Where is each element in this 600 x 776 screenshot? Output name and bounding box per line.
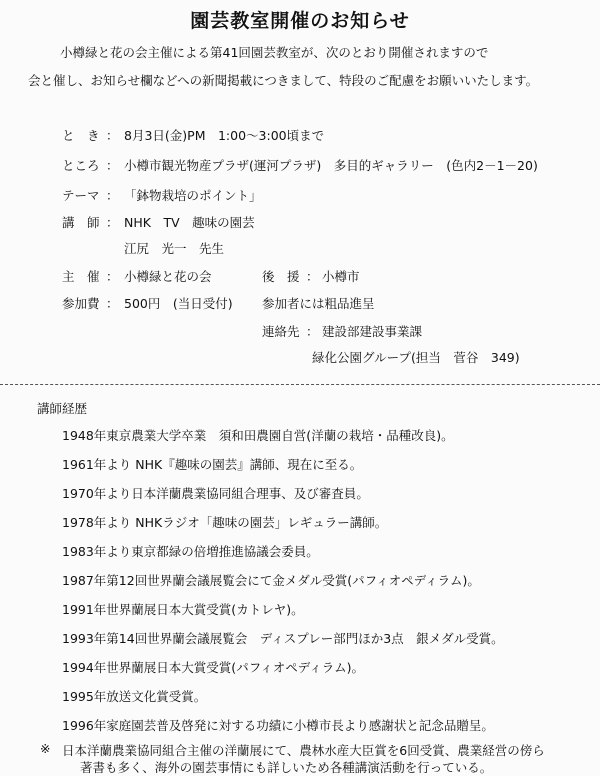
contact-colon: ：: [306, 324, 319, 339]
history-item: 1996年家庭園芸普及啓発に対する功績に小樽市長より感謝状と記念品贈呈。: [62, 718, 494, 733]
lecturer-colon: ：: [106, 215, 119, 230]
fee-note: 参加者には粗品進呈: [262, 296, 375, 311]
history-item: 1995年放送文化賞受賞。: [62, 689, 207, 704]
page-title: 園芸教室開催のお知らせ: [190, 10, 410, 32]
history-item: 1970年より日本洋蘭農業協同組合理事、及び審査員。: [62, 486, 369, 501]
support-value: 小樽市: [322, 269, 360, 284]
note-line-1: 日本洋蘭農業協同組合主催の洋蘭展にて、農林水産大臣賞を6回受賞、農業経営の傍ら: [62, 743, 545, 758]
history-item: 1978年より NHKラジオ「趣味の園芸」レギュラー講師。: [62, 515, 388, 530]
fee-label: 参加費: [62, 296, 100, 311]
contact-label: 連絡先: [262, 324, 300, 339]
lecturer-label: 講 師: [62, 215, 100, 230]
history-item: 1983年より東京都緑の倍増推進協議会委員。: [62, 544, 319, 559]
fee-value: 500円 (当日受付): [124, 296, 233, 311]
contact-value: 建設部建設事業課: [322, 324, 423, 339]
place-label: ところ: [62, 158, 100, 173]
history-heading: 講師経歴: [37, 401, 88, 416]
support-colon: ：: [306, 269, 319, 284]
history-item: 1948年東京農業大学卒業 須和田農園自営(洋蘭の栽培・品種改良)。: [62, 428, 454, 443]
date-label: と き: [62, 128, 100, 143]
contact-detail: 緑化公園グループ(担当 菅谷 349): [312, 350, 520, 365]
intro-line-2: 会と催し、お知らせ欄などへの新聞掲載につきまして、特段のご配慮をお願いいたします。: [28, 73, 539, 88]
support-label: 後 援: [262, 269, 300, 284]
place-value: 小樽市観光物産プラザ(運河プラザ) 多目的ギャラリー (色内2－1－20): [124, 158, 538, 173]
place-colon: ：: [106, 158, 119, 173]
intro-line-1: 小樽緑と花の会主催による第41回園芸教室が、次のとおり開催されますので: [60, 45, 489, 60]
date-value: 8月3日(金)PM 1:00～3:00頃まで: [124, 128, 325, 143]
organizer-colon: ：: [106, 269, 119, 284]
theme-label: テーマ: [62, 188, 100, 203]
history-item: 1987年第12回世界蘭会議展覧会にて金メダル受賞(パフィオペディラム)。: [62, 573, 480, 588]
history-item: 1993年第14回世界蘭会議展覧会 ディスプレー部門ほか3点 銀メダル受賞。: [62, 631, 504, 646]
date-colon: ：: [106, 128, 119, 143]
history-item: 1991年世界蘭展日本大賞受賞(カトレヤ)。: [62, 602, 304, 617]
lecturer-name: 江尻 光一 先生: [124, 241, 225, 256]
organizer-label: 主 催: [62, 269, 100, 284]
theme-value: 「鉢物栽培のポイント」: [124, 188, 262, 203]
note-line-2: 著書も多く、海外の園芸事情にも詳しいため各種講演活動を行っている。: [80, 760, 493, 775]
fee-colon: ：: [106, 296, 119, 311]
history-item: 1994年世界蘭展日本大賞受賞(パフィオペディラム)。: [62, 660, 364, 675]
theme-colon: ：: [106, 188, 119, 203]
organizer-value: 小樽緑と花の会: [124, 269, 212, 284]
history-item: 1961年より NHK『趣味の園芸』講師、現在に至る。: [62, 457, 363, 472]
note-mark: ※: [40, 741, 51, 756]
lecturer-value: NHK TV 趣味の園芸: [124, 215, 255, 230]
section-divider: [0, 384, 600, 385]
